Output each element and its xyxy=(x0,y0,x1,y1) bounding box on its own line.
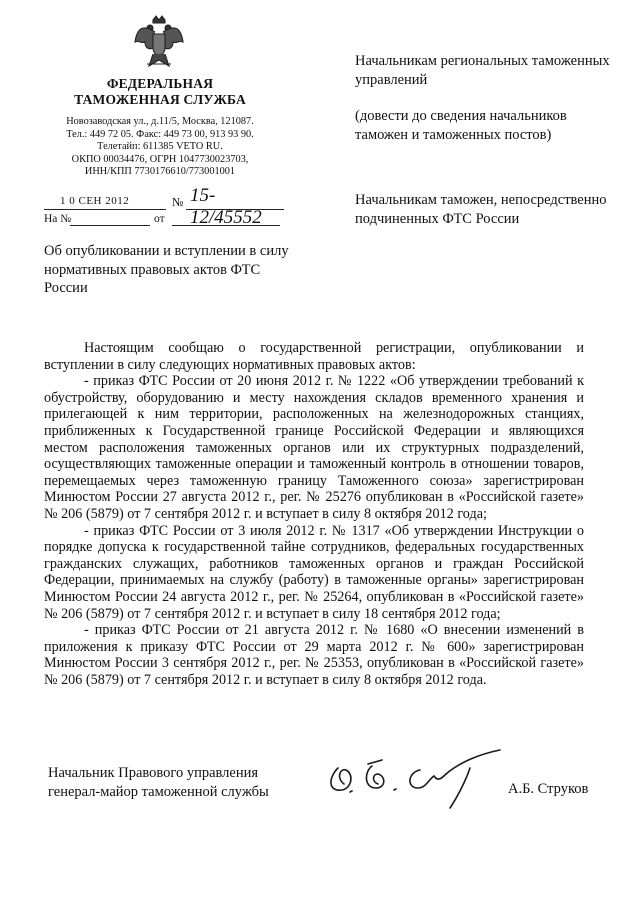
org-name-line1: ФЕДЕРАЛЬНАЯ xyxy=(106,76,214,91)
contact-details xyxy=(40,116,280,179)
org-name-line2: ТАМОЖЕННАЯ СЛУЖБА xyxy=(74,92,246,107)
signatory-position xyxy=(48,764,308,801)
coat-of-arms-emblem xyxy=(133,14,185,72)
letter-subject: Об опубликовании и вступлении в силу нормативных правовых актов ФТС России xyxy=(44,243,289,296)
phone-fax-line: Тел.: 449 72 05. Факс: 449 73 00, 913 93 90. xyxy=(66,128,254,140)
number-label: № xyxy=(172,195,184,209)
addressee-customs-heads: Начальникам таможен, непосредственно подчиненных ФТС России xyxy=(355,192,607,227)
position-line1: Начальник Правового управления xyxy=(48,765,259,781)
addressee-regional-departments: Начальникам региональных таможенных управлений xyxy=(355,53,610,88)
handwritten-signature xyxy=(320,748,510,810)
addressee-note: (довести до сведения начальников таможен и таможенных постов) xyxy=(355,108,567,143)
okpo-ogrn-line: ОКПО 00034476, ОГРН 1047730023703, xyxy=(71,153,249,165)
handwritten-registration-number: 15-12/45552 xyxy=(190,185,262,228)
teletype-line: Телетайп: 611385 VETO RU. xyxy=(97,141,223,153)
registration-date: 1 0 СЕН 2012 xyxy=(60,195,130,207)
letter-body xyxy=(44,340,584,688)
reference-date-label: от xyxy=(154,213,165,225)
reference-registration xyxy=(44,213,284,227)
inn-kpp-line: ИНН/КПП 7730176610/773001001 xyxy=(84,166,236,178)
address-line: Новозаводская ул., д.11/5, Москва, 121087. xyxy=(66,116,254,127)
list-item: - приказ ФТС России от 3 июля 2012 г. № 1317 «Об утверждении Инструкции о порядке допуска к государственной тайне сотрудников, федеральных государственных гражданских служащих, работников таможенных органов и граждан Российской Федерации, принимаемых на службу (работу) в таможенные органы» зарегистрирован Минюстом России 24 августа 2012 г., рег. № 25264, опубликован в «Российской газете» № 206 (5879) от 7 сентября 2012 г. и вступает в силу 18 сентября 2012 года; xyxy=(44,522,584,622)
list-item: - приказ ФТС России от 21 августа 2012 г. № 1680 «О внесении изменений в приложения к приказу ФТС России от 29 марта 2012 г. № 600» зарегистрирован Минюстом России 3 сентября 2012 г., рег. № 25353, опубликован в «Российской газете» № 206 (5879) от 7 сентября 2012 г. и вступает в силу 8 октября 2012 года. xyxy=(44,622,584,688)
signatory-name: А.Б. Струков xyxy=(508,781,589,797)
organization-name xyxy=(40,76,280,108)
list-item: - приказ ФТС России от 20 июня 2012 г. № 1222 «Об утверждении требований к обустройству, оборудованию и месту нахождения складов временного хранения и прилегающей к ним территории, расположенных на железнодорожных станциях, приближенных к Государственной границе Российской Федерации и являющихся местом расположения таможенных органов или их структурных подразделений, осуществляющих таможенные операции и таможенный контроль в отношении товаров, перемещаемых через таможенную границу Таможенного союза» зарегистрирован Минюстом России 27 августа 2012 г., рег. № 25276 опубликован в «Российской газете» № 206 (5879) от 7 сентября 2012 г. и вступает в силу 8 октября 2012 года; xyxy=(44,373,584,522)
position-line2: генерал-майор таможенной службы xyxy=(48,783,269,800)
body-intro: Настоящим сообщаю о государственной регистрации, опубликовании и вступлении в силу следующих нормативных правовых актов: xyxy=(44,340,584,373)
reference-number-label: На № xyxy=(44,213,72,225)
